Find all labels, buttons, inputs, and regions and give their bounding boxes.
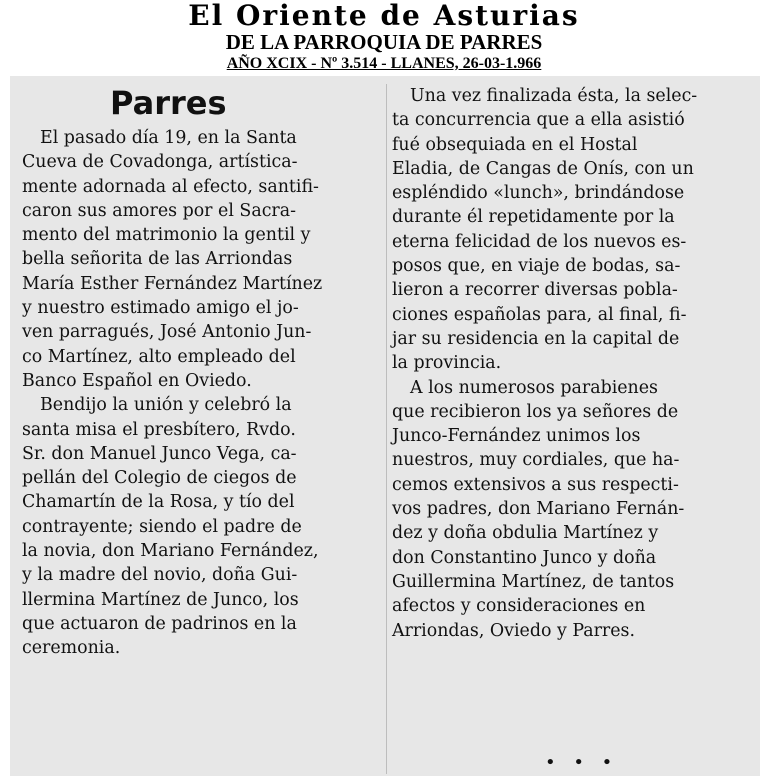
text-line: la provincia. xyxy=(392,353,502,374)
text-line: nuestros, muy cordiales, que ha- xyxy=(392,450,680,471)
text-line: Cueva de Covadonga, artística- xyxy=(22,152,298,173)
text-line: y nuestro estimado amigo el jo- xyxy=(22,298,299,319)
text-line: afectos y consideraciones en xyxy=(392,596,646,617)
text-line: don Constantino Junco y doña xyxy=(392,547,657,568)
text-line: mento del matrimonio la gentil y xyxy=(22,225,311,246)
text-line: Bendijo la unión y celebró la xyxy=(40,395,292,416)
text-line: ta concurrencia que a ella asistió xyxy=(392,110,685,131)
article-title: Parres xyxy=(110,84,227,122)
text-line: Sr. don Manuel Junco Vega, ca- xyxy=(22,443,297,464)
newspaper-name: El Oriente de Asturias xyxy=(188,0,580,32)
text-line: y la madre del novio, doña Gui- xyxy=(22,565,298,586)
issue-line: AÑO XCIX - Nº 3.514 - LLANES, 26-03-1.966 xyxy=(226,55,542,72)
parish-heading: DE LA PARROQUIA DE PARRES xyxy=(225,30,543,54)
text-line: co Martínez, alto empleado del xyxy=(22,346,296,367)
text-line: lieron a recorrer diversas pobla- xyxy=(392,280,678,301)
text-line: eterna felicidad de los nuevos es- xyxy=(392,231,687,252)
text-line: durante él repetidamente por la xyxy=(392,207,675,228)
text-line: bella señorita de las Arriondas xyxy=(22,249,293,270)
text-line: llermina Martínez de Junco, los xyxy=(22,589,299,610)
text-line: posos que, en viaje de bodas, sa- xyxy=(392,256,681,277)
text-line: El pasado día 19, en la Santa xyxy=(40,128,297,148)
text-line: la novia, don Mariano Fernández, xyxy=(22,541,319,562)
masthead xyxy=(0,0,768,78)
text-line: mente adornada al efecto, santifi- xyxy=(22,176,319,197)
text-line: Una vez finalizada ésta, la selec- xyxy=(410,86,698,106)
text-line: Guillermina Martínez, de tantos xyxy=(392,571,675,592)
text-line: ven parragués, José Antonio Jun- xyxy=(22,322,312,343)
text-line: Arriondas, Oviedo y Parres. xyxy=(392,620,635,641)
text-line: Chamartín de la Rosa, y tío del xyxy=(22,492,295,513)
article-column-left xyxy=(22,84,372,661)
text-line: jar su residencia en la capital de xyxy=(392,328,680,349)
text-line: Junco-Fernández unimos los xyxy=(392,426,641,447)
text-line: pellán del Colegio de ciegos de xyxy=(22,468,297,489)
text-line: dez y doña obdulia Martínez y xyxy=(392,523,659,544)
text-line: Banco Español en Oviedo. xyxy=(22,370,252,391)
text-line: María Esther Fernández Martínez xyxy=(22,273,323,294)
text-line: fué obsequiada en el Hostal xyxy=(392,134,638,155)
column-divider xyxy=(386,84,387,774)
article-column-right xyxy=(392,84,742,643)
end-of-article-mark: • • • xyxy=(545,752,619,773)
text-line: vos padres, don Mariano Fernán- xyxy=(392,499,685,520)
text-line: ceremonia. xyxy=(22,638,121,659)
text-line: Eladia, de Cangas de Onís, con un xyxy=(392,158,694,179)
text-line: contrayente; siendo el padre de xyxy=(22,516,302,537)
text-line: santa misa el presbítero, Rvdo. xyxy=(22,419,296,440)
text-line: cemos extensivos a sus respecti- xyxy=(392,474,679,495)
text-line: que recibieron los ya señores de xyxy=(392,401,679,422)
text-line: espléndido «lunch», brindándose xyxy=(392,183,685,204)
text-line: caron sus amores por el Sacra- xyxy=(22,200,296,221)
text-line: ciones españolas para, al final, fi- xyxy=(392,304,687,325)
text-line: A los numerosos parabienes xyxy=(410,377,658,398)
text-line: que actuaron de padrinos en la xyxy=(22,613,297,634)
